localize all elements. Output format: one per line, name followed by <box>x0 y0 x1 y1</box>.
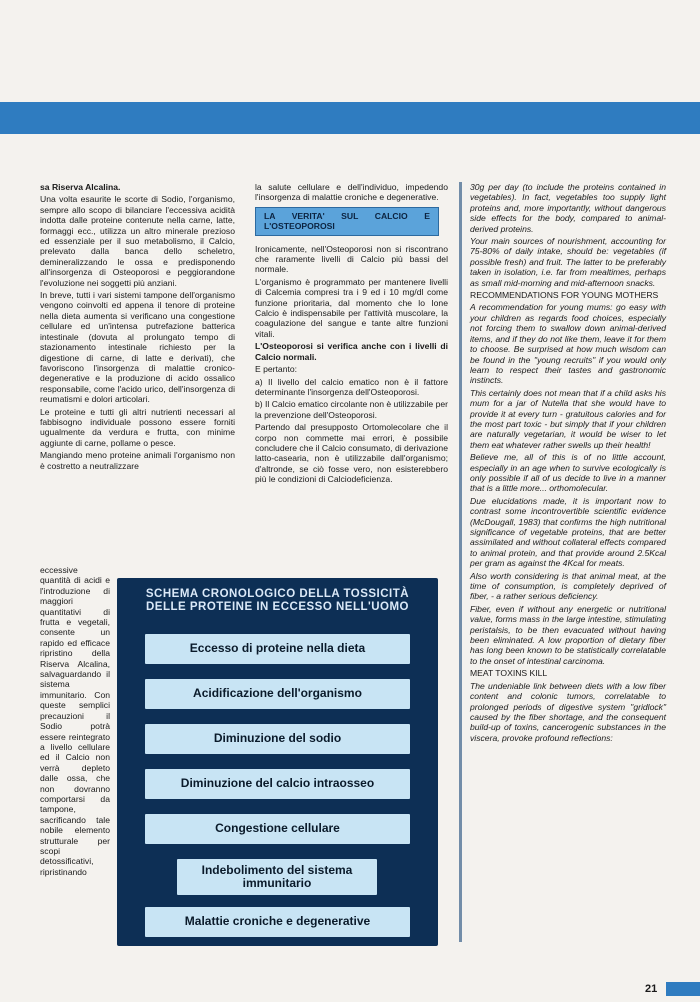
column1-lower-text <box>40 565 110 877</box>
column1-heading: sa Riserva Alcalina. <box>40 182 121 192</box>
column3-paragraph: A recommendation for young mums: go easy with your children as regards food choices, especially not forcing them to swallow down animal-derived items, and if they do not like them, leave it for them to choose. Be surprised at how much wisdom can be found in the "young recruits" if you would only learn to respect their tastes and gastronomic instincts. <box>470 302 666 386</box>
column-italian-2 <box>255 182 448 487</box>
schema-title-line: SCHEMA CRONOLOGICO DELLA TOSSICITÀ <box>145 588 410 600</box>
column3-paragraph: Fiber, even if without any energetic or nutritional value, forms mass in the large intestine, stimulating peristalsis, to be then evacuated without having been eliminated. A low proportion of dietary fiber has long been known to be statistically correlatable to the onset of intestinal carcinoma. <box>470 603 666 666</box>
young-mothers-heading: RECOMMENDATIONS FOR YOUNG MOTHERS <box>470 290 659 301</box>
column3-paragraph: Believe me, all of this is of no little account, especially in an age when to survive ecologically is only possible if all of us decide to live in a manner that is a little more... orthomolecular. <box>470 452 666 494</box>
schema-step: Diminuzione del calcio intraosseo <box>145 769 410 799</box>
column1-paragraph: Mangiando meno proteine animali l'organismo non è costretto a neutralizzare <box>40 450 235 471</box>
column2-intro: la salute cellulare e dell'individuo, impedendo l'insorgenza di malattie croniche e degenerative. <box>255 182 448 203</box>
column3-paragraph: Due elucidations made, it is important now to contrast some incontrovertible scientific evidence (McDougall, 1983) that confirms the high nutritional significance of vegetable proteins, that are better assimilated and without collateral effects compared to animal protein, and that provide around 2.5Kcal per gram as against the 4Kcal for meats. <box>470 495 666 569</box>
schema-step: Diminuzione del sodio <box>145 724 410 754</box>
schema-title <box>117 588 438 614</box>
osteoporosis-subheading: L'Osteoporosi si verifica anche con i livelli di Calcio normali. <box>255 341 448 362</box>
schema-step: Acidificazione dell'organismo <box>145 679 410 709</box>
column2-paragraph: Ironicamente, nell'Osteoporosi non si riscontrano che raramente livelli di Calcio più bassi del normale. <box>255 243 448 275</box>
column3-paragraph: 30g per day (to include the proteins contained in vegetables). In fact, vegetables too supply light proteins and, more importantly, without dangerous side effects for the body, compared to animal-derived proteins. <box>470 182 666 234</box>
column-italian-1 <box>40 182 235 473</box>
footer-color-band <box>666 982 700 996</box>
column3-paragraph: Your main sources of nourishment, accounting for 75-80% of daily intake, should be: vegetables (if possible fresh) and fruit. The latter to be preferably taken in isolation, i.e. far from mealtimes, perhaps as small mid-morning and mid-afternoon snacks. <box>470 236 666 288</box>
column1-lower-paragraph: eccessive quantità di acidi e l'introduzione di maggiori quantitativi di frutta e vegetali, consente un rapido ed efficace ripristino della Riserva Alcalina, salvaguardando il sistema immunitario. Con queste semplici precauzioni il Sodio potrà essere reintegrato a livello cellulare ed il Calcio non verrà depleto dalle ossa, che non dovranno comportarsi da tampone, sacrificando tale nobile elemento strutturale per scopi detossificativi, ripristinando <box>40 565 110 877</box>
header-color-band <box>0 102 700 134</box>
schema-step: Indebolimento del sistema immunitario <box>177 859 377 895</box>
page-number: 21 <box>645 983 658 995</box>
column1-paragraph: Una volta esaurite le scorte di Sodio, l'organismo, sempre allo scopo di bilanciare l'eccessiva acidità indotta dalle proteine contenute nella carne, latte, formaggi ecc., utilizza un altro minerale prezioso ed essenziale per il suo metabolismo, il Calcio, prelevato dalla banca dello scheletro, demineralizzando le ossa e predisponendo all'insorgenza di Osteoporosi e peggiorandone l'evoluzione nei soggetti più anziani. <box>40 194 235 288</box>
schema-step: Malattie croniche e degenerative <box>145 907 410 937</box>
column2-paragraph: a) Il livello del calcio ematico non è il fattore determinante l'insorgenza dell'Osteoporosi. <box>255 376 448 397</box>
calcium-truth-heading: LA VERITA' SUL CALCIO E L'OSTEOPOROSI <box>255 207 439 236</box>
column1-paragraph: Le proteine e tutti gli altri nutrienti necessari al fabbisogno individuale possono essere forniti ugualmente da verdura e frutta, con minime aggiunte di carne, pollame o pesce. <box>40 406 235 448</box>
schema-title-line: DELLE PROTEINE IN ECCESSO NELL'UOMO <box>145 601 410 613</box>
meat-toxins-heading: MEAT TOXINS KILL <box>470 668 548 679</box>
column3-paragraph: The undeniable link between diets with a low fiber content and colonic tumors, correlatable to prolonged periods of digestive system "gridlock" caused by the fiber shortage, and the consequent build-up of toxins, cancerogenic substances in the viscera, provoke profound reflections: <box>470 680 666 743</box>
column2-paragraph: b) Il Calcio ematico circolante non è utilizzabile per la prevenzione dell'Osteoporosi. <box>255 399 448 420</box>
schema-step: Eccesso di proteine nella dieta <box>145 634 410 664</box>
schema-step: Congestione cellulare <box>145 814 410 844</box>
column3-paragraph: Also worth considering is that animal meat, at the time of consumption, is completely deprived of fiber, - a rather serious deficiency. <box>470 570 666 602</box>
column3-paragraph: This certainly does not mean that if a child asks his mum for a jar of Nutella that she would have to provide it at every turn - gratuitous calories and for the most part toxic - but simply that if your children are naturally vegetarian, it would be wiser to let them eat whatever rather swells up their health! <box>470 387 666 450</box>
toxicity-schema-panel <box>117 578 438 946</box>
column-divider <box>459 182 462 942</box>
column2-paragraph: E pertanto: <box>255 364 298 375</box>
column2-paragraph: L'organismo è programmato per mantenere livelli di Calcemia compresi tra i 9 ed i 10 mg/dl come funzione prioritaria, dal momento che lo Ione Calcio è indispensabile per l'attività muscolare, la coagulazione del sangue e tante altre funzioni vitali. <box>255 276 448 339</box>
column1-paragraph: In breve, tutti i vari sistemi tampone dell'organismo vengono coinvolti ed appena il tenore di proteine nella dieta aumenta si verificano una congestione cellulare ed un'intensa putrefazione batterica intestinale (dovuta al prolungato tempo di stazionamento intestinale richiesto per la digestione di carne, di latte e derivati), che favoriscono l'insorgenza di malattie cronico-degenerative e la produzione di acido ossalico responsabile, come l'acido urico, dell'insorgenza di reumatismi e dolori articolari. <box>40 290 235 405</box>
column2-paragraph: Partendo dal presupposto Ortomolecolare che il corpo non commette mai errori, è possibile concludere che il Calcio consumato, di derivazione latto-casearia, non è utilizzabile dall'organismo; d'altronde, se ciò fosse vero, non esisterebbero più le condizioni di Calciodeficienza. <box>255 422 448 485</box>
column-english <box>470 182 666 745</box>
